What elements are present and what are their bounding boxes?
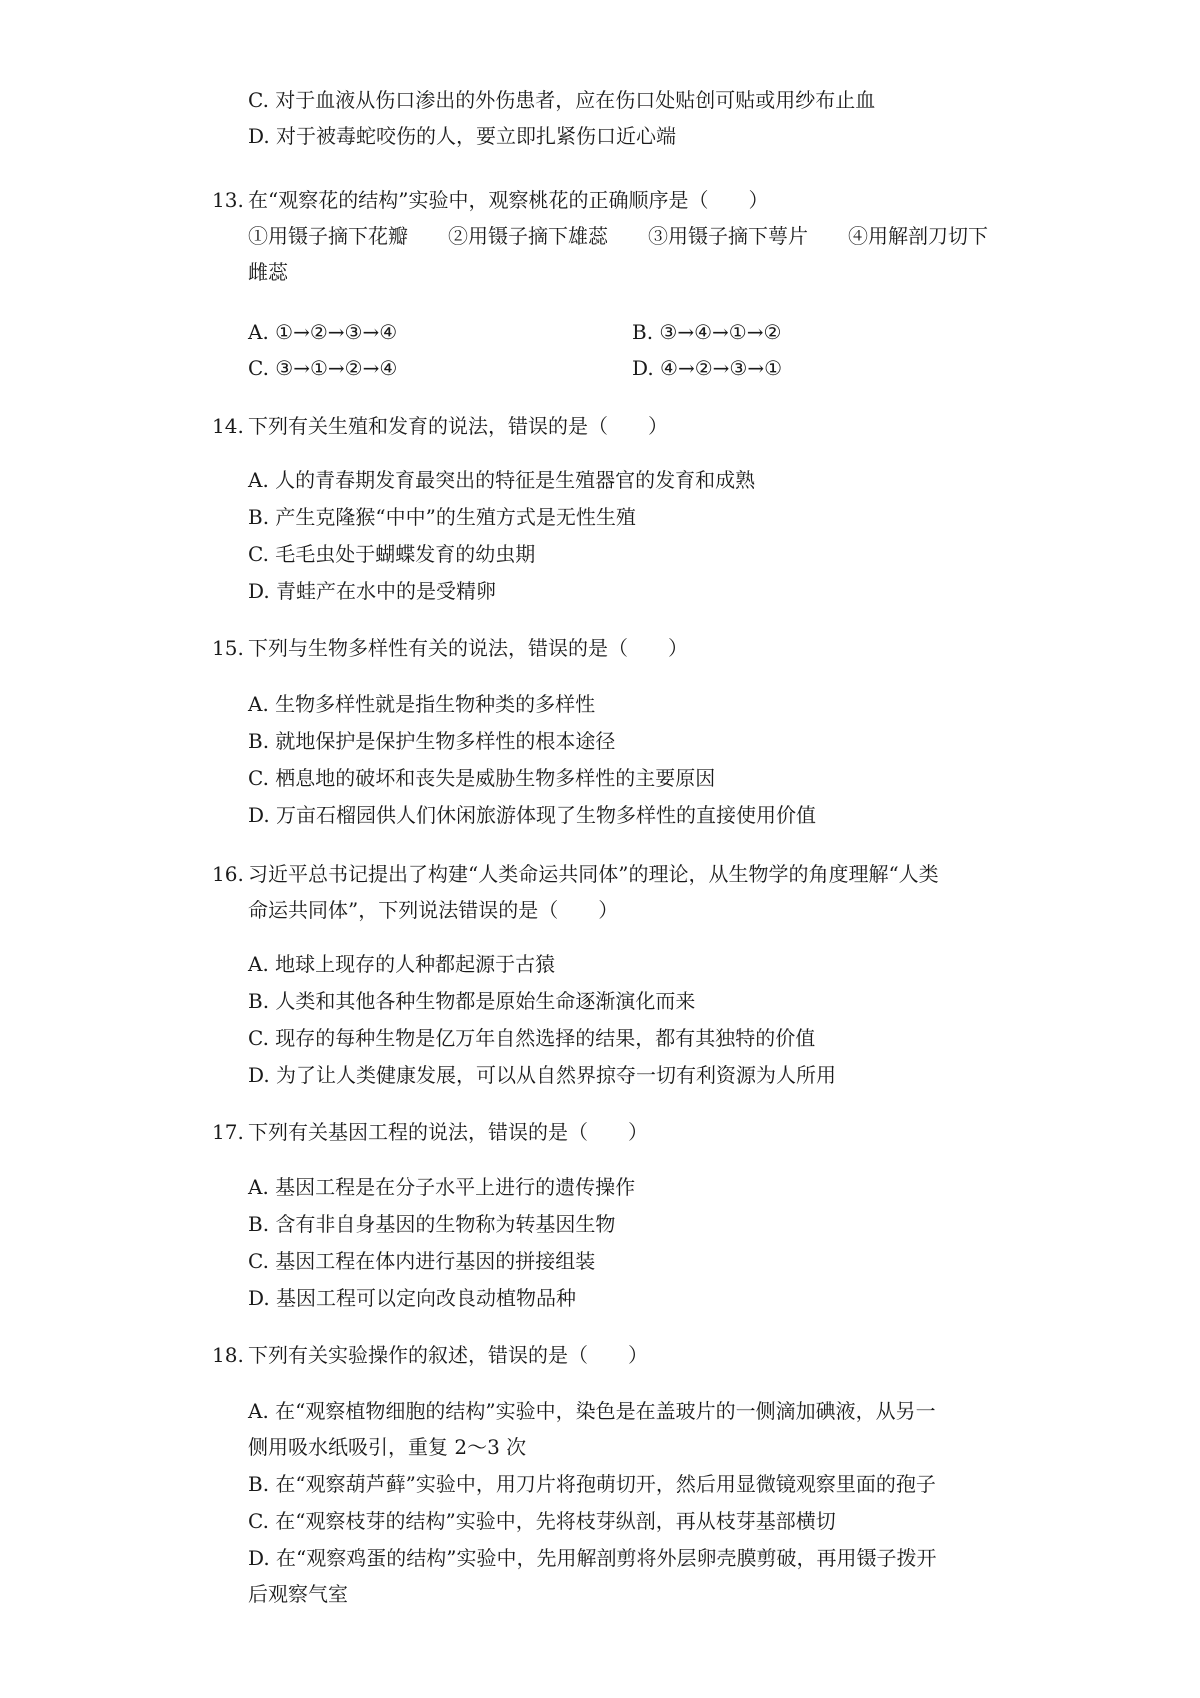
q14-option-d: D. 青蛙产在水中的是受精卵	[248, 579, 497, 603]
q15-stem: 下列与生物多样性有关的说法，错误的是（ ）	[248, 636, 688, 660]
q13-option-d: D. ④→②→③→①	[632, 356, 783, 380]
prev-option-d: D. 对于被毒蛇咬伤的人，要立即扎紧伤口近心端	[248, 124, 677, 148]
q13-option-c: C. ③→①→②→④	[248, 356, 398, 380]
q16-number: 16.	[212, 862, 244, 886]
q16-option-c: C. 现存的每种生物是亿万年自然选择的结果，都有其独特的价值	[248, 1026, 816, 1050]
q18-option-d-line2: 后观察气室	[248, 1582, 348, 1606]
q18-number: 18.	[212, 1343, 244, 1367]
q13-option-a: A. ①→②→③→④	[248, 320, 398, 344]
q15-option-c: C. 栖息地的破坏和丧失是威胁生物多样性的主要原因	[248, 766, 716, 790]
q16-option-b: B. 人类和其他各种生物都是原始生命逐渐演化而来	[248, 989, 696, 1013]
q18-option-b: B. 在“观察葫芦藓”实验中，用刀片将孢萌切开，然后用显微镜观察里面的孢子	[248, 1472, 936, 1496]
q14-option-a: A. 人的青春期发育最突出的特征是生殖器官的发育和成熟	[248, 468, 756, 492]
q17-option-c: C. 基因工程在体内进行基因的拼接组装	[248, 1249, 596, 1273]
q16-stem-line1: 习近平总书记提出了构建“人类命运共同体”的理论，从生物学的角度理解“人类	[248, 862, 939, 886]
q17-option-d: D. 基因工程可以定向改良动植物品种	[248, 1286, 577, 1310]
q14-option-c: C. 毛毛虫处于蝴蝶发育的幼虫期	[248, 542, 536, 566]
q16-stem-line2: 命运共同体”，下列说法错误的是（ ）	[248, 898, 619, 922]
q16-option-a: A. 地球上现存的人种都起源于古猿	[248, 952, 556, 976]
q13-option-b: B. ③→④→①→②	[632, 320, 782, 344]
q13-number: 13.	[212, 188, 244, 212]
q18-option-d-line1: D. 在“观察鸡蛋的结构”实验中，先用解剖剪将外层卵壳膜剪破，再用镊子拨开	[248, 1546, 937, 1570]
q15-option-b: B. 就地保护是保护生物多样性的根本途径	[248, 729, 616, 753]
q17-number: 17.	[212, 1120, 244, 1144]
q15-number: 15.	[212, 636, 244, 660]
q13-stem: 在“观察花的结构”实验中，观察桃花的正确顺序是（ ）	[248, 188, 769, 212]
q13-steps-line1: ①用镊子摘下花瓣 ②用镊子摘下雄蕊 ③用镊子摘下萼片 ④用解剖刀切下	[248, 224, 988, 248]
q18-option-c: C. 在“观察枝芽的结构”实验中，先将枝芽纵剖，再从枝芽基部横切	[248, 1509, 836, 1533]
q18-option-a-line1: A. 在“观察植物细胞的结构”实验中，染色是在盖玻片的一侧滴加碘液，从另一	[248, 1399, 936, 1423]
q13-steps-line2: 雌蕊	[248, 260, 288, 284]
q18-option-a-line2: 侧用吸水纸吸引，重复 2～3 次	[248, 1435, 527, 1459]
q16-option-d: D. 为了让人类健康发展，可以从自然界掠夺一切有利资源为人所用	[248, 1063, 837, 1087]
q17-option-b: B. 含有非自身基因的生物称为转基因生物	[248, 1212, 616, 1236]
q17-stem: 下列有关基因工程的说法，错误的是（ ）	[248, 1120, 648, 1144]
q18-stem: 下列有关实验操作的叙述，错误的是（ ）	[248, 1343, 648, 1367]
q14-stem: 下列有关生殖和发育的说法，错误的是（ ）	[248, 414, 668, 438]
q14-option-b: B. 产生克隆猴“中中”的生殖方式是无性生殖	[248, 505, 636, 529]
q14-number: 14.	[212, 414, 244, 438]
prev-option-c: C. 对于血液从伤口渗出的外伤患者，应在伤口处贴创可贴或用纱布止血	[248, 88, 876, 112]
q15-option-d: D. 万亩石榴园供人们休闲旅游体现了生物多样性的直接使用价值	[248, 803, 817, 827]
q15-option-a: A. 生物多样性就是指生物种类的多样性	[248, 692, 596, 716]
q17-option-a: A. 基因工程是在分子水平上进行的遗传操作	[248, 1175, 636, 1199]
